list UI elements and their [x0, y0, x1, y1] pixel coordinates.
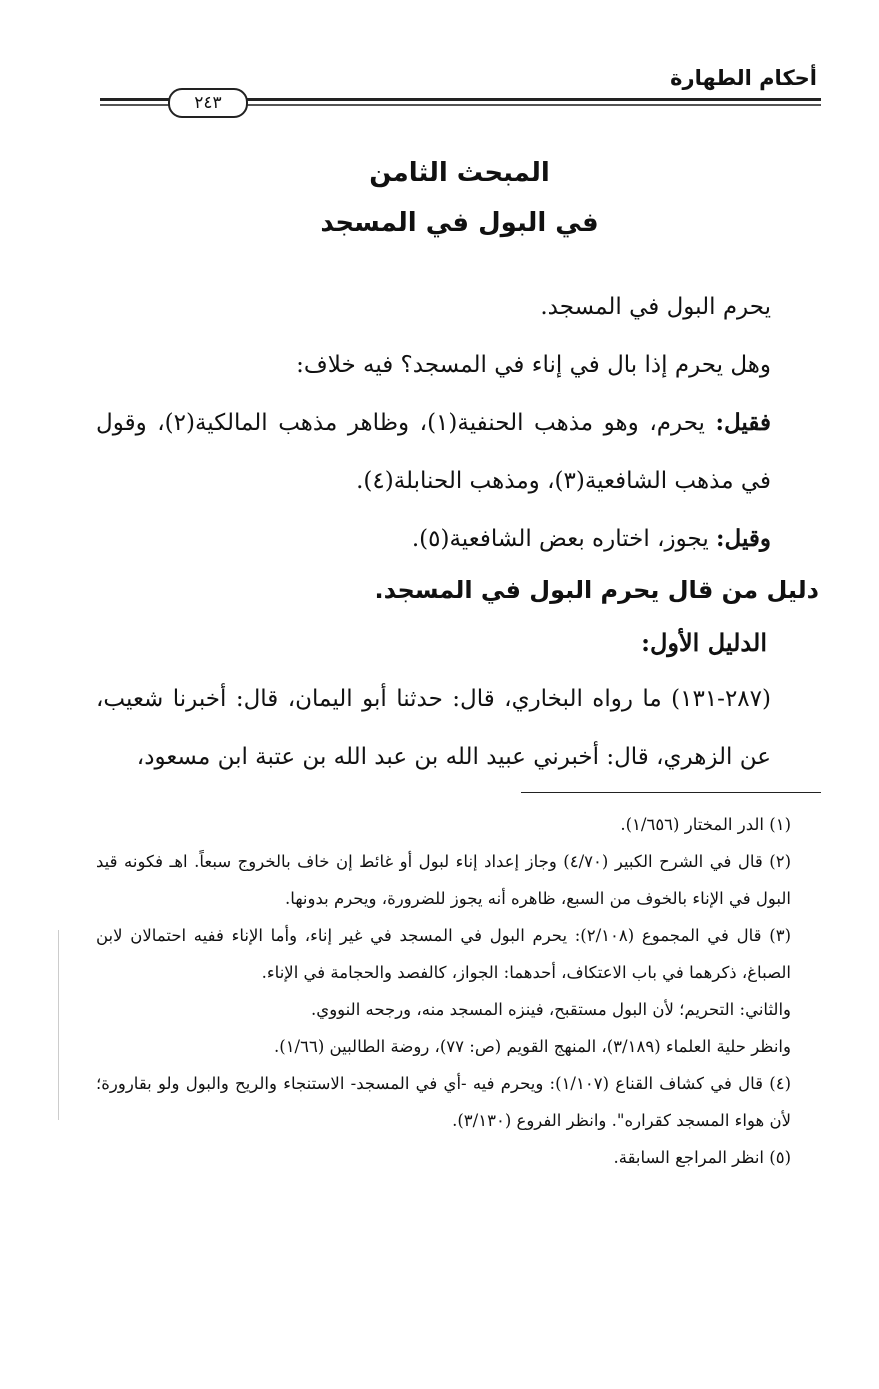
- footnote: (٢) قال في الشرح الكبير (٤/٧٠) وجاز إعداد إناء لبول أو غائط إن خاف بالخروج سبعاً. اهـ فكونه قيد البول في الإناء بالخوف من السبع، ظاهره أنه يجوز للضرورة، ويحرم بدونها.: [96, 852, 791, 908]
- paragraph: يحرم البول في المسجد.: [540, 294, 771, 320]
- footnote-continuation: وانظر حلية العلماء (٣/١٨٩)، المنهج القويم (ص: ٧٧)، روضة الطالبين (١/٦٦).: [274, 1037, 791, 1056]
- footnote-separator: [521, 792, 821, 793]
- footnote: (٣) قال في المجموع (٢/١٠٨): يحرم البول في المسجد في غير إناء، وأما الإناء ففيه احتمالان لابن الصباغ، ذكرهما في باب الاعتكاف، أحدهما: الجواز، كالفصد والحجامة في الإناء.: [96, 926, 791, 982]
- section-subtitle: في البول في المسجد: [320, 208, 599, 238]
- paragraph: [96, 394, 821, 510]
- footnote: (١) الدر المختار (١/٦٥٦).: [620, 815, 791, 834]
- paragraph: (٢٨٧-١٣١) ما رواه البخاري، قال: حدثنا أبو اليمان، قال: أخبرنا شعيب، عن الزهري، قال: أخبرني عبيد الله بن عبد الله بن عتبة ابن مسعود،: [96, 686, 771, 770]
- footnote-continuation: والثاني: التحريم؛ لأن البول مستقبح، فينزه المسجد منه، ورجحه النووي.: [311, 1000, 791, 1019]
- paragraph-lead: فقيل:: [715, 409, 771, 436]
- page-number: ٢٤٣: [168, 88, 248, 118]
- paragraph-text: يجوز، اختاره بعض الشافعية(٥).: [411, 526, 717, 552]
- body-text-2: [96, 670, 821, 786]
- section-title: المبحث الثامن: [369, 158, 550, 188]
- body-text: [96, 278, 821, 568]
- footnote: (٤) قال في كشاف القناع (١/١٠٧): ويحرم فيه -أي في المسجد- الاستنجاء والريح والبول ولو بقارورة؛ لأن هواء المسجد كقراره". وانظر الفروع (٣/١٣٠).: [96, 1074, 791, 1130]
- footnote: (٥) انظر المراجع السابقة.: [613, 1148, 791, 1167]
- evidence-subheading: الدليل الأول:: [641, 628, 767, 657]
- paragraph: وهل يحرم إذا بال في إناء في المسجد؟ فيه خلاف:: [296, 352, 771, 378]
- running-header-title: أحكام الطهارة: [670, 66, 817, 90]
- margin-line: [58, 930, 59, 1120]
- paragraph-lead: وقيل:: [716, 525, 771, 552]
- paragraph: [96, 510, 821, 568]
- footnotes: [96, 806, 821, 1176]
- evidence-heading: دليل من قال يحرم البول في المسجد.: [374, 576, 819, 604]
- paragraph-text: يحرم، وهو مذهب الحنفية(١)، وظاهر مذهب المالكية(٢)، وقول في مذهب الشافعية(٣)، ومذهب الحنابلة(٤).: [96, 410, 771, 494]
